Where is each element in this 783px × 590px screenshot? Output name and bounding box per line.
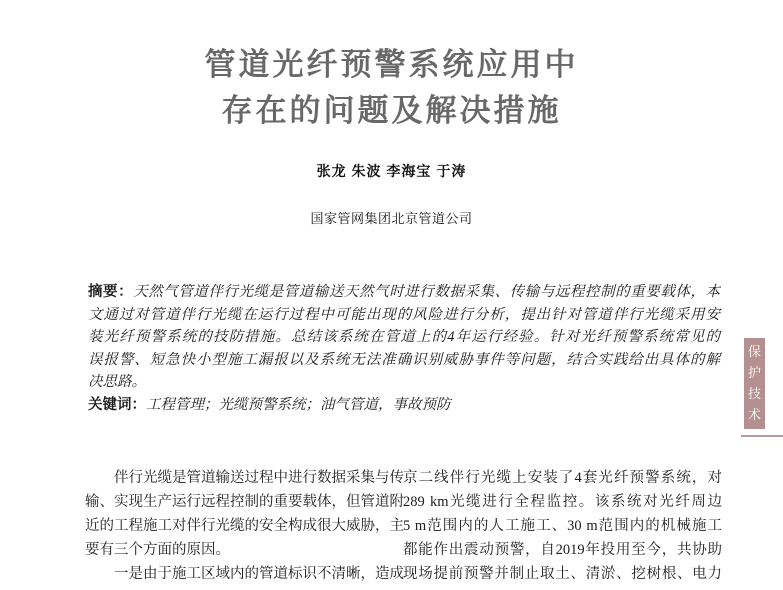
- body-line: 京二线伴行光缆上安装了4套光纤预警系统，对: [403, 470, 722, 486]
- abstract-line: 文通过对管道伴行光缆在运行过程中可能出现的风险进行分析，提出针对管道伴行光缆采用安: [88, 306, 720, 323]
- abstract-line: 误报警、短急快小型施工漏报以及系统无法准确识别威胁事件等问题，结合实践给出具体的解: [88, 351, 720, 368]
- abstract-text: 天然气管道伴行光缆是管道输送天然气时进行数据采集、传输与远程控制的重要载体，本: [133, 284, 721, 300]
- abstract-line: [88, 281, 720, 304]
- body-line: 都能作出震动预警，自2019年投用至今，共协助: [403, 542, 722, 558]
- abstract-line: 决思路。: [88, 374, 146, 390]
- body-line: 289 km光缆进行全程监控。该系统对光纤周边: [403, 494, 722, 510]
- abstract-label: 摘要：: [88, 284, 134, 300]
- abstract-line: 装光纤预警系统的技防措施。总结该系统在管道上的4年运行经验。针对光纤预警系统常见的: [88, 329, 720, 345]
- body-text: [85, 466, 722, 586]
- body-line: 输、实现生产运行远程控制的重要载体，但管道附: [85, 494, 404, 510]
- section-tab-char: 术: [747, 406, 761, 422]
- authors-line: 张龙 朱波 李海宝 于涛: [316, 163, 467, 179]
- section-edge-tab: [744, 338, 765, 429]
- body-line: 一是由于施工区域内的管道标识不清晰，造成: [85, 566, 404, 582]
- body-line: 要有三个方面的原因。: [85, 542, 230, 558]
- body-column-right: [403, 466, 722, 586]
- affiliation-line: 国家管网集团北京管道公司: [310, 211, 473, 226]
- article-title: [0, 42, 783, 134]
- body-line: 现场提前预警并制止取土、清淤、挖树根、电力: [403, 566, 722, 582]
- body-line: 5 m范围内的人工施工、30 m范围内的机械施工: [403, 518, 722, 534]
- article-title-line-2: 存在的问题及解决措施: [221, 93, 562, 128]
- keywords-line: [88, 394, 720, 417]
- article-title-line-1: 管道光纤预警系统应用中: [204, 47, 579, 82]
- body-line: 近的工程施工对伴行光缆的安全构成很大威胁，主: [85, 518, 404, 534]
- section-tab-char: 技: [747, 385, 761, 401]
- body-column-left: [85, 466, 404, 586]
- body-line: 伴行光缆是管道输送过程中进行数据采集与传: [85, 470, 404, 486]
- keywords-label: 关键词：: [88, 396, 146, 413]
- section-tab-rule: [741, 435, 783, 437]
- section-tab-char: 保: [747, 344, 761, 360]
- abstract-section: [88, 281, 720, 416]
- section-tab-char: 护: [747, 365, 761, 381]
- keywords-text: 工程管理；光缆预警系统；油气管道，事故预防: [146, 396, 451, 413]
